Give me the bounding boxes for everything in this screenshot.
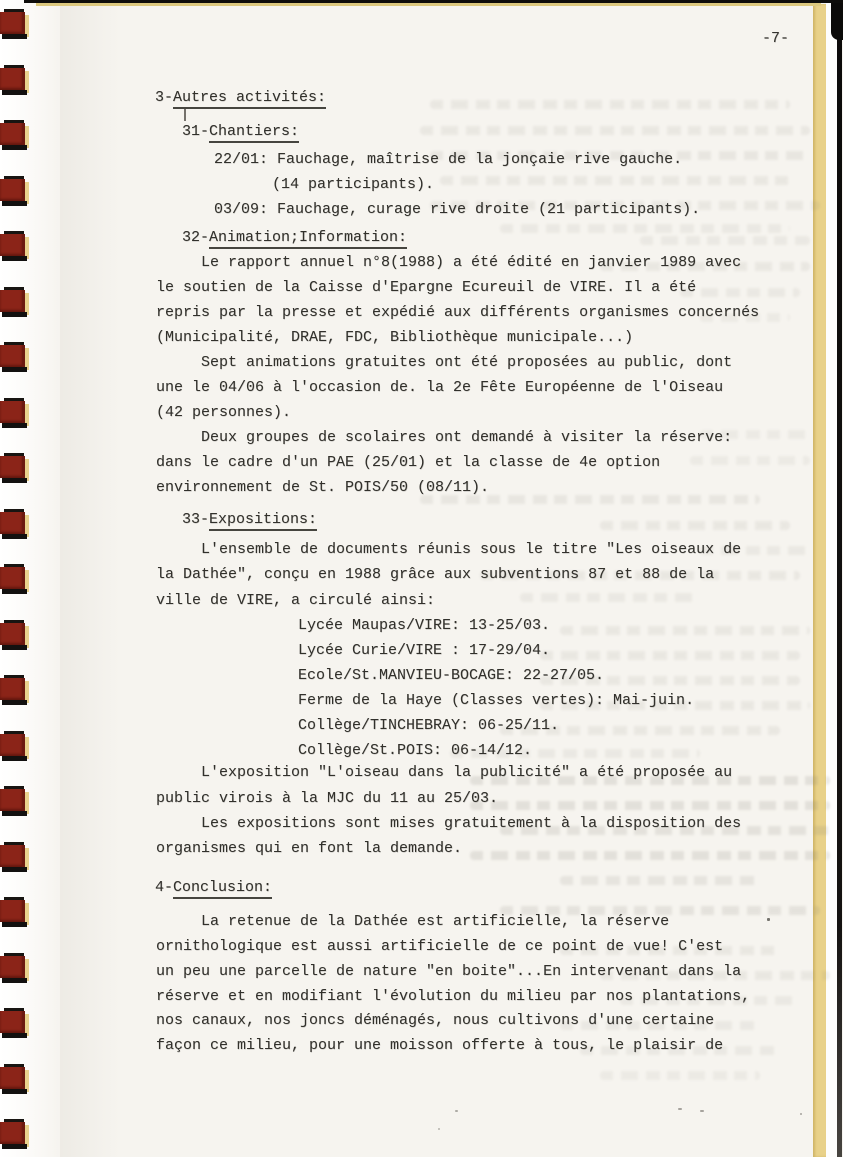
heading-number: 32- <box>182 229 210 246</box>
page-stack-edge <box>826 0 837 1157</box>
text-line: nos canaux, nos joncs déménagés, nous cultivons d'une certaine <box>156 1012 715 1029</box>
bleed-through-text <box>470 801 830 810</box>
text-line: environnement de St. POIS/50 (08/11). <box>156 479 490 496</box>
scan-border-corner <box>831 0 843 40</box>
text-line: dans le cadre d'un PAE (25/01) et la classe de 4e option <box>156 454 661 471</box>
heading-title: Expositions: <box>209 511 317 531</box>
text-line: Collège/St.POIS: 06-14/12. <box>298 742 533 759</box>
text-line: organismes qui en font la demande. <box>156 840 463 857</box>
binding-comb-tooth <box>0 231 28 261</box>
text-line: Lycée Maupas/VIRE: 13-25/03. <box>298 617 551 634</box>
scan-speck <box>767 918 770 921</box>
binding-comb-tooth <box>0 176 28 206</box>
binding-comb-tooth <box>0 65 28 95</box>
binding-comb-tooth <box>0 953 28 983</box>
bleed-through-text <box>420 126 810 135</box>
binding-comb-tooth <box>0 1064 28 1094</box>
binding-comb-tooth <box>0 287 28 317</box>
binding-comb-tooth <box>0 1008 28 1038</box>
binding-comb-tooth <box>0 1119 28 1149</box>
heading-title: Conclusion: <box>173 879 272 899</box>
bleed-through-text <box>430 100 790 109</box>
text-line: Le rapport annuel n°8(1988) a été édité en janvier 1989 avec <box>201 254 742 271</box>
text-line: (42 personnes). <box>156 404 292 421</box>
text-line: public virois à la MJC du 11 au 25/03. <box>156 790 499 807</box>
scan-speck <box>678 1108 682 1110</box>
binding-comb-tooth <box>0 620 28 650</box>
section-heading-31 <box>182 122 299 142</box>
text-line: Collège/TINCHEBRAY: 06-25/11. <box>298 717 560 734</box>
binding-comb-tooth <box>0 9 28 39</box>
page-curve-shadow <box>60 0 120 1157</box>
text-line: un peu une parcelle de nature "en boite"...En intervenant dans la <box>156 963 742 980</box>
bleed-through-text <box>470 851 830 860</box>
section-heading-4 <box>155 878 272 898</box>
bleed-through-text <box>500 224 790 233</box>
bleed-through-text <box>540 651 800 660</box>
cover-edge-yellow <box>813 4 826 1157</box>
heading-number: 3- <box>155 89 174 106</box>
binding-comb-tooth <box>0 564 28 594</box>
text-line: Ferme de la Haye (Classes vertes): Mai-juin. <box>298 692 695 709</box>
binding-comb-tooth <box>0 509 28 539</box>
heading-title: Animation;Information: <box>209 229 407 249</box>
binding-comb-tooth <box>0 398 28 428</box>
scan-border-right <box>837 0 842 1157</box>
pencil-mark <box>184 109 186 121</box>
section-heading-32 <box>182 228 407 248</box>
bleed-through-text <box>600 1071 760 1080</box>
heading-number: 33- <box>182 511 210 528</box>
section-heading-33 <box>182 510 317 530</box>
bleed-through-text <box>440 176 790 185</box>
scan-speck <box>700 1110 704 1112</box>
text-line: Sept animations gratuites ont été proposées au public, dont <box>201 354 733 371</box>
bleed-through-text <box>690 456 810 465</box>
scan-speck <box>438 1128 440 1130</box>
text-line: une le 04/06 à l'occasion de. la 2e Fête Européenne de l'Oiseau <box>156 379 724 396</box>
bleed-through-text <box>560 626 810 635</box>
text-line: (Municipalité, DRAE, FDC, Bibliothèque municipale...) <box>156 329 634 346</box>
heading-title: Autres activités: <box>173 89 326 109</box>
binding-comb-tooth <box>0 897 28 927</box>
binding-comb-tooth <box>0 786 28 816</box>
text-line: 03/09: Fauchage, curage rive droite (21 participants). <box>214 201 701 218</box>
page-number: -7- <box>762 30 790 47</box>
binding-comb-tooth <box>0 675 28 705</box>
heading-number: 4- <box>155 879 174 896</box>
binding-comb-tooth <box>0 120 28 150</box>
binding-comb-tooth <box>0 731 28 761</box>
text-line: Deux groupes de scolaires ont demandé à visiter la réserve: <box>201 429 733 446</box>
text-line: L'ensemble de documents réunis sous le titre "Les oiseaux de <box>201 541 742 558</box>
text-line: ornithologique est aussi artificielle de ce point de vue! C'est <box>156 938 724 955</box>
text-line: le soutien de la Caisse d'Epargne Ecureuil de VIRE. Il a été <box>156 279 697 296</box>
scan-speck <box>455 1110 458 1112</box>
binding-comb-tooth <box>0 342 28 372</box>
heading-number: 31- <box>182 123 210 140</box>
text-line: (14 participants). <box>272 176 435 193</box>
bleed-through-text <box>680 288 800 297</box>
binding-comb-tooth <box>0 453 28 483</box>
section-heading-3 <box>155 88 326 108</box>
cover-edge-top <box>36 3 821 6</box>
text-line: réserve et en modifiant l'évolution du milieu par nos plantations, <box>156 988 751 1005</box>
binding-comb-tooth <box>0 842 28 872</box>
text-line: façon ce milieu, pour une moisson offerte à tous, le plaisir de <box>156 1037 724 1054</box>
text-line: 22/01: Fauchage, maîtrise de la jonçaie rive gauche. <box>214 151 683 168</box>
bleed-through-text <box>520 593 700 602</box>
text-line: Les expositions sont mises gratuitement à la disposition des <box>201 815 742 832</box>
text-line: Lycée Curie/VIRE : 17-29/04. <box>298 642 551 659</box>
text-line: Ecole/St.MANVIEU-BOCAGE: 22-27/05. <box>298 667 605 684</box>
heading-title: Chantiers: <box>209 123 299 143</box>
scan-speck <box>800 1113 802 1115</box>
text-line: L'exposition "L'oiseau dans la publicité" a été proposée au <box>201 764 733 781</box>
text-line: ville de VIRE, a circulé ainsi: <box>156 592 436 609</box>
text-line: la Dathée", conçu en 1988 grâce aux subventions 87 et 88 de la <box>156 566 715 583</box>
bleed-through-text <box>560 876 760 885</box>
bleed-through-text <box>600 521 790 530</box>
text-line: La retenue de la Dathée est artificielle, la réserve <box>201 913 670 930</box>
bleed-through-text <box>640 236 810 245</box>
text-line: repris par la presse et expédié aux différents organismes concernés <box>156 304 760 321</box>
